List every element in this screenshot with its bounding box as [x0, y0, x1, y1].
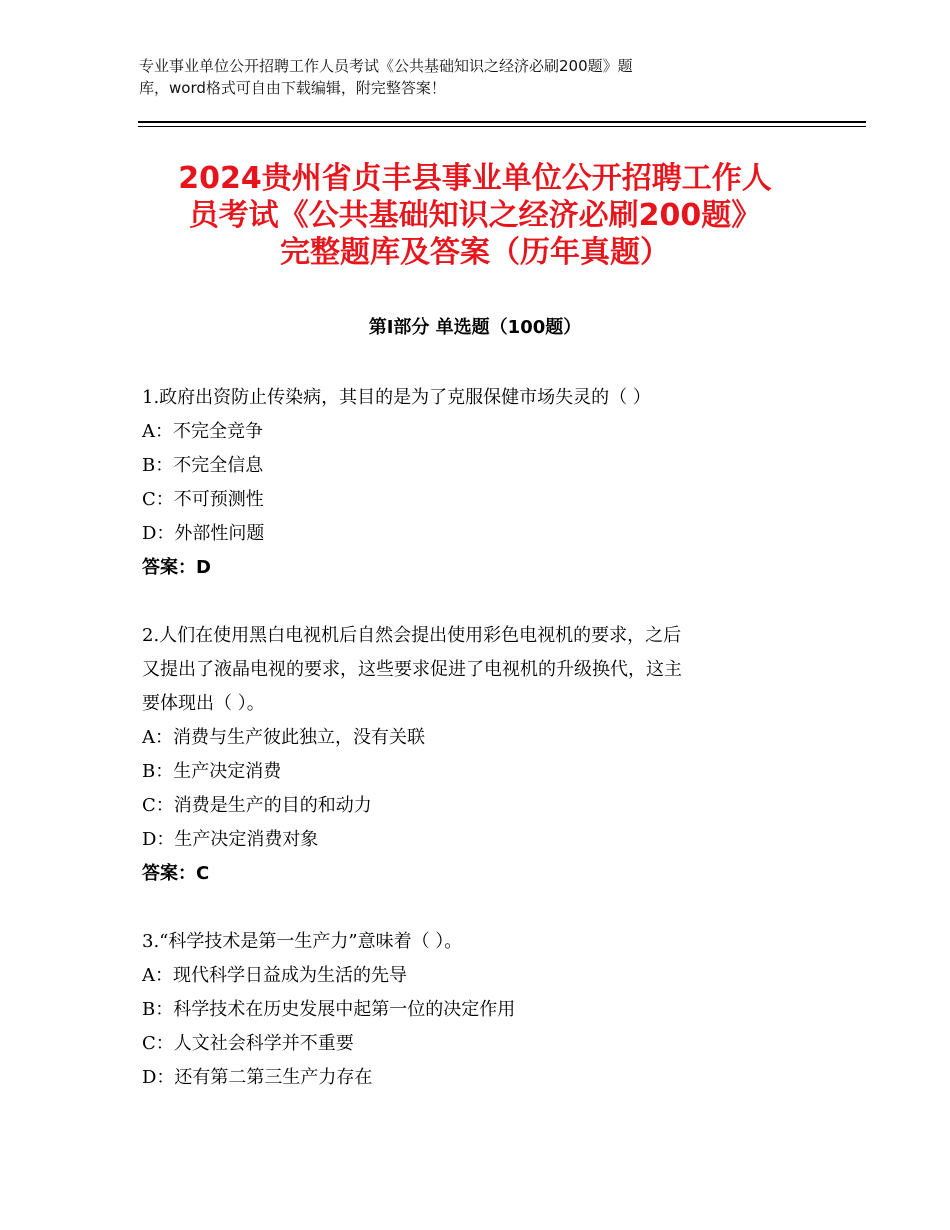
answer: 答案：C [142, 863, 210, 884]
option-d: D：还有第二第三生产力存在 [142, 1067, 373, 1088]
question-2 [142, 619, 802, 891]
header-note-line-2: 库，word格式可自由下载编辑，附完整答案！ [139, 79, 446, 97]
option-d: D：生产决定消费对象 [142, 829, 319, 850]
section-heading: 第Ⅰ部分 单选题（100题） [368, 317, 582, 338]
header-note [139, 55, 779, 99]
option-b: B：不完全信息 [142, 455, 264, 476]
option-c: C：不可预测性 [142, 489, 264, 510]
header-note-line-1: 专业事业单位公开招聘工作人员考试《公共基础知识之经济必刷200题》题 [139, 57, 633, 75]
question-1 [142, 381, 802, 585]
answer: 答案：D [142, 557, 211, 578]
title-line-3: 完整题库及答案（历年真题） [280, 235, 670, 270]
question-stem-line-3: 要体现出（ ）。 [142, 693, 265, 714]
option-a: A：消费与生产彼此独立，没有关联 [142, 727, 425, 748]
option-d: D：外部性问题 [142, 523, 265, 544]
question-stem-line-1: 2.人们在使用黑白电视机后自然会提出使用彩色电视机的要求，之后 [142, 625, 682, 646]
question-stem: 1.政府出资防止传染病，其目的是为了克服保健市场失灵的（ ） [142, 387, 651, 408]
option-a: A：不完全竞争 [142, 421, 263, 442]
option-a: A：现代科学日益成为生活的先导 [142, 965, 407, 986]
option-c: C：消费是生产的目的和动力 [142, 795, 372, 816]
question-stem: 3.“科学技术是第一生产力”意味着（ ）。 [142, 931, 463, 952]
question-3 [142, 925, 802, 1095]
option-b: B：科学技术在历史发展中起第一位的决定作用 [142, 999, 516, 1020]
question-stem-line-2: 又提出了液晶电视的要求，这些要求促进了电视机的升级换代，这主 [142, 659, 682, 680]
question-list [142, 381, 802, 1129]
document-title [135, 160, 815, 271]
option-b: B：生产决定消费 [142, 761, 282, 782]
title-line-1: 2024贵州省贞丰县事业单位公开招聘工作人 [178, 161, 772, 196]
header-rule-thin [138, 126, 866, 127]
title-line-2: 员考试《公共基础知识之经济必刷200题》 [188, 198, 762, 233]
header-rule-thick [138, 121, 866, 123]
option-c: C：人文社会科学并不重要 [142, 1033, 354, 1054]
